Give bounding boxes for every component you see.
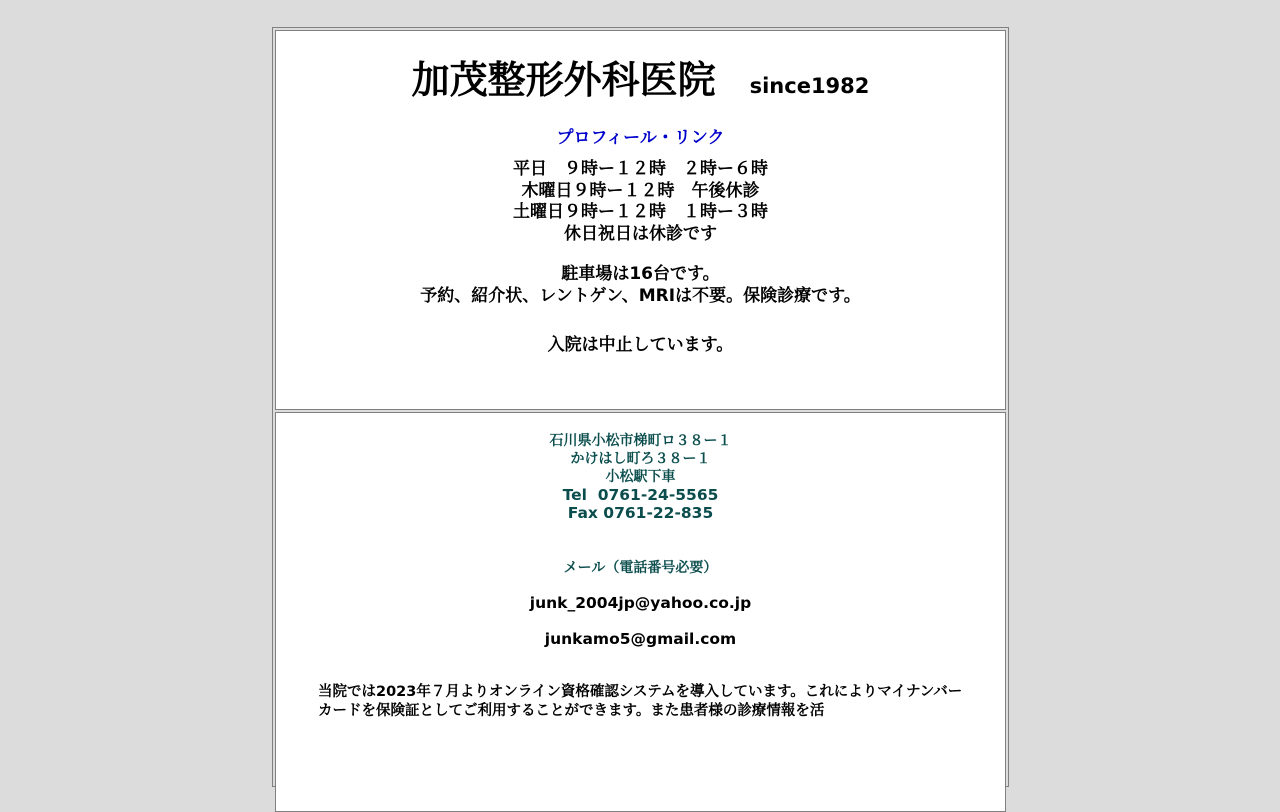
address-line-2: かけはし町ろ３８ー１	[570, 451, 711, 467]
tel-number: Tel 0761-24-5565	[562, 486, 719, 504]
page-frame	[272, 27, 1009, 787]
contact-panel	[275, 412, 1006, 812]
fax-number: Fax 0761-22-835	[567, 504, 714, 522]
page-title: 加茂整形外科医院	[411, 58, 716, 102]
page-header	[276, 49, 1005, 104]
hours-weekday: 平日 ９時ー１２時 ２時ー６時	[513, 159, 768, 179]
parking-note: 駐車場は16台です。	[561, 264, 720, 284]
inpatient-note: 入院は中止しています。	[547, 335, 734, 355]
email-gmail[interactable]: junkamo5@gmail.com	[544, 630, 737, 648]
no-referral-note: 予約、紹介状、レントゲン、MRIは不要。保険診療です。	[420, 285, 861, 306]
hours-saturday: 土曜日９時ー１２時 １時ー３時	[513, 202, 768, 222]
opening-hours	[276, 159, 1005, 245]
address-block	[276, 432, 1005, 522]
hours-thursday: 木曜日９時ー１２時 午後休診	[521, 180, 760, 201]
online-qualification-notice: 当院では2023年７月よりオンライン資格確認システムを導入しています。これによりマイナンバーカードを保険証としてご利用することができます。また患者様の診療情報を活	[318, 684, 963, 719]
station-note: 小松駅下車	[605, 469, 676, 485]
clinic-notes	[276, 264, 1005, 307]
hours-holiday: 休日祝日は休診です	[564, 223, 717, 244]
profile-link[interactable]: プロフィール・リンク	[556, 128, 725, 148]
mail-heading: メール（電話番号必要）	[563, 560, 718, 576]
email-yahoo[interactable]: junk_2004jp@yahoo.co.jp	[529, 594, 752, 612]
address-line-1: 石川県小松市梯町ロ３８ー１	[549, 433, 732, 449]
clinic-info-panel	[275, 30, 1006, 410]
since-label: since1982	[749, 74, 870, 98]
